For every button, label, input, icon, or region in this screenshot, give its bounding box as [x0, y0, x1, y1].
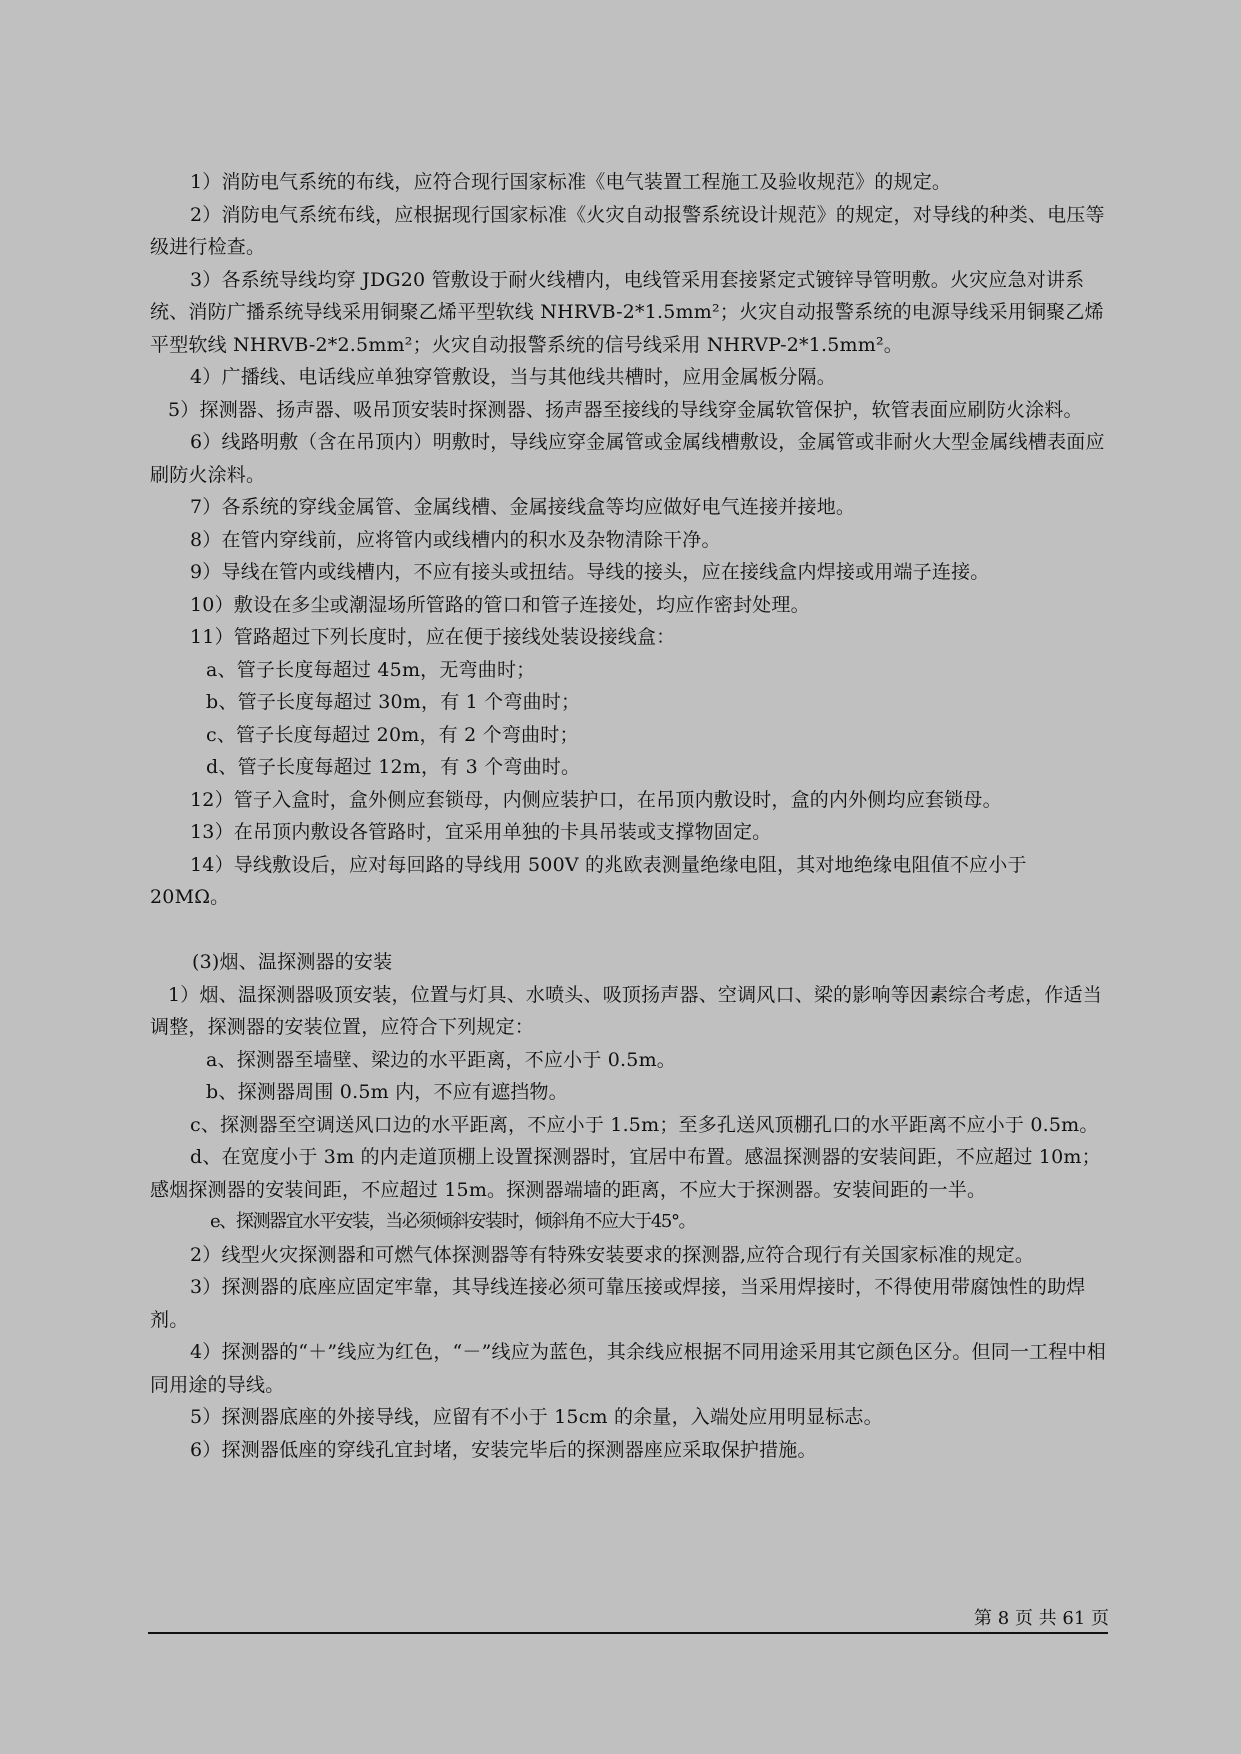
paragraph: 5）探测器底座的外接导线，应留有不小于 15cm 的余量，入端处应用明显标志。 — [190, 1406, 883, 1428]
paragraph: 2）线型火灾探测器和可燃气体探测器等有特殊安装要求的探测器,应符合现行有关国家标准的规定。 — [190, 1243, 1035, 1266]
paragraph: c、探测器至空调送风口边的水平距离，不应小于 1.5m；至多孔送风顶棚孔口的水平距离不应小于 0.5m。 — [190, 1113, 1099, 1136]
list-item: e、探测器宜水平安装，当必须倾斜安装时，倾斜角不应大于45°。 — [210, 1211, 696, 1232]
paragraph: 3）探测器的底座应固定牢靠，其导线连接必须可靠压接或焊接，当采用焊接时，不得使用带腐蚀性的助焊剂。 — [150, 1276, 1086, 1331]
blank-line — [150, 914, 1108, 947]
paragraph: 6）线路明敷（含在吊顶内）明敷时，导线应穿金属管或金属线槽敷设，金属管或非耐火大型金属线槽表面应刷防火涂料。 — [150, 431, 1105, 486]
list-item: c、管子长度每超过 20m，有 2 个弯曲时； — [206, 723, 579, 746]
paragraph: 6）探测器低座的穿线孔宜封堵，安装完毕后的探测器座应采取保护措施。 — [190, 1438, 817, 1461]
body-text — [150, 166, 1108, 1466]
paragraph: 2）消防电气系统布线，应根据现行国家标准《火灾自动报警系统设计规范》的规定，对导线的种类、电压等级进行检查。 — [150, 203, 1105, 258]
paragraph: 4）探测器的“＋”线应为红色，“－”线应为蓝色，其余线应根据不同用途采用其它颜色区分。但同一工程中相同用途的导线。 — [150, 1341, 1106, 1396]
list-item: b、管子长度每超过 30m，有 1 个弯曲时； — [206, 691, 581, 713]
paragraph: 4）广播线、电话线应单独穿管敷设，当与其他线共槽时，应用金属板分隔。 — [190, 366, 836, 388]
section-heading: (3)烟、温探测器的安装 — [192, 951, 393, 973]
paragraph: 3）各系统导线均穿 JDG20 管敷设于耐火线槽内，电线管采用套接紧定式镀锌导管明敷。火灾应急对讲系统、消防广播系统导线采用铜聚乙烯平型软线 NHRVB-2*1.5mm²；火灾自动报警系统的电源导线采用铜聚乙烯平型软线 NHRVB-2*2.5mm²；火灾自动报警系统的信号线采用 NHRVP-2*1.5mm²。 — [150, 268, 1104, 356]
paragraph: 14）导线敷设后，应对每回路的导线用 500V 的兆欧表测量绝缘电阻，其对地绝缘电阻值不应小于 20MΩ。 — [150, 853, 1027, 908]
list-item: a、探测器至墙壁、梁边的水平距离，不应小于 0.5m。 — [206, 1048, 677, 1071]
paragraph: 11）管路超过下列长度时，应在便于接线处装设接线盒： — [190, 626, 676, 648]
list-item: d、管子长度每超过 12m，有 3 个弯曲时。 — [206, 756, 581, 778]
footer-divider — [148, 1632, 1108, 1634]
paragraph: 1）烟、温探测器吸顶安装，位置与灯具、水喷头、吸顶扬声器、空调风口、梁的影响等因素综合考虑，作适当调整，探测器的安装位置，应符合下列规定： — [150, 983, 1102, 1038]
paragraph: 5）探测器、扬声器、吸吊顶安装时探测器、扬声器至接线的导线穿金属软管保护，软管表面应刷防火涂料。 — [168, 398, 1083, 421]
paragraph: 13）在吊顶内敷设各管路时，宜采用单独的卡具吊装或支撑物固定。 — [190, 821, 772, 843]
paragraph: 7）各系统的穿线金属管、金属线槽、金属接线盒等均应做好电气连接并接地。 — [190, 496, 856, 518]
list-item: b、探测器周围 0.5m 内，不应有遮挡物。 — [206, 1081, 568, 1103]
page-number: 第 8 页 共 61 页 — [974, 1608, 1109, 1629]
paragraph: 8）在管内穿线前，应将管内或线槽内的积水及杂物清除干净。 — [190, 528, 721, 551]
paragraph: 10）敷设在多尘或潮湿场所管路的管口和管子连接处，均应作密封处理。 — [190, 593, 810, 616]
paragraph: 9）导线在管内或线槽内，不应有接头或扭结。导线的接头，应在接线盒内焊接或用端子连接。 — [190, 561, 990, 583]
paragraph: d、在宽度小于 3m 的内走道顶棚上设置探测器时，宜居中布置。感温探测器的安装间距，不应超过 10m；感烟探测器的安装间距，不应超过 15m。探测器端墙的距离，不应大于探测器。安装间距的一半。 — [150, 1146, 1101, 1201]
paragraph: 1）消防电气系统的布线，应符合现行国家标准《电气装置工程施工及验收规范》的规定。 — [190, 171, 952, 193]
list-item: a、管子长度每超过 45m，无弯曲时； — [206, 658, 536, 681]
paragraph: 12）管子入盒时，盒外侧应套锁母，内侧应装护口，在吊顶内敷设时，盒的内外侧均应套锁母。 — [190, 788, 1002, 811]
